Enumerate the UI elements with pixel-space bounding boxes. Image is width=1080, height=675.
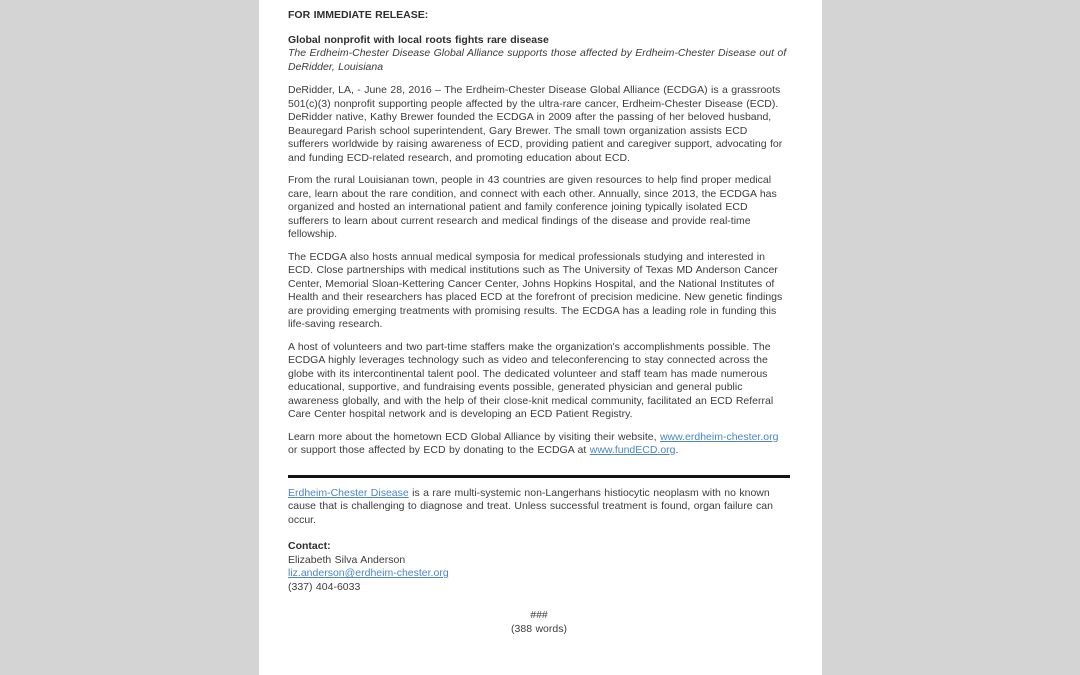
headline: Global nonprofit with local roots fights rare disease — [288, 33, 549, 46]
erdheim-chester-disease-link[interactable]: Erdheim-Chester Disease — [288, 486, 409, 499]
contact-name: Elizabeth Silva Anderson — [288, 553, 406, 566]
word-count: (388 words) — [511, 622, 567, 635]
end-mark: ### — [530, 609, 548, 621]
press-release-page — [259, 0, 822, 675]
paragraph-intro: DeRidder, LA, - June 28, 2016 – The Erdheim-Chester Disease Global Alliance (ECDGA) is a grassroots 501(c)(3) nonprofit supporting people affected by the ultra-rare cancer, Erdheim-Chester Disease (ECD). DeRidder native, Kathy Brewer founded the ECDGA in 2009 after the passing of her beloved husband, Beauregard Parish school superintendent, Gary Brewer. The small town organization assists ECD sufferers worldwide by raising awareness of ECD, providing patient and caregiver support, advocating for and funding ECD-related research, and promoting education about ECD. — [288, 84, 783, 164]
release-label: FOR IMMEDIATE RELEASE: — [288, 9, 429, 21]
learn-more-text-before: Learn more about the hometown ECD Global Alliance by visiting their website, — [288, 430, 660, 443]
paragraph-outreach: From the rural Louisianan town, people in 43 countries are given resources to help find proper medical care, learn about the rare condition, and connect with each other. Annually, since 2013, the ECDGA has organized and hosted an international patient and family conference joining typically isolated ECD sufferers to learn about current research and medical findings of the disease and provide real-time fellowship. — [288, 174, 777, 240]
headline-block — [288, 34, 790, 75]
erdheim-chester-website-link[interactable]: www.erdheim-chester.org — [659, 430, 779, 443]
boilerplate-note — [288, 487, 790, 528]
learn-more-text-after: . — [675, 444, 679, 456]
contact-block — [288, 540, 790, 594]
paragraph-symposia: The ECDGA also hosts annual medical symposia for medical professionals studying and interested in ECD. Close partnerships with medical institutions such as The University of Texas MD Anderson Cancer Center, Memorial Sloan-Kettering Cancer Center, Johns Hopkins Hospital, and the National Institutes of Health and their researchers has placed ECD at the forefront of precision medicine. New genetic findings are providing emerging treatments with promising results. The ECDGA has a leading role in funding this life-saving research. — [288, 250, 783, 330]
footer — [288, 609, 790, 636]
contact-phone: (337) 404-6033 — [288, 580, 361, 593]
paragraph-learn-more — [288, 431, 790, 458]
boilerplate-text: is a rare multi-systemic non-Langerhans histiocytic neoplasm with no known cause that is challenging to diagnose and treat. Unless successful treatment is found, organ failure can occur. — [288, 486, 773, 526]
fundecd-website-link[interactable]: www.fundECD.org — [589, 444, 676, 456]
divider-rule — [288, 475, 790, 478]
subheadline: The Erdheim-Chester Disease Global Alliance supports those affected by Erdheim-Chester Disease out of DeRidder, Louisiana — [288, 47, 787, 73]
contact-email-link[interactable]: liz.anderson@erdheim-chester.org — [288, 567, 449, 579]
paragraph-volunteers: A host of volunteers and two part-time staffers make the organization's accomplishments possible. The ECDGA highly leverages technology such as video and teleconferencing to stay connected across the globe with its intercontinental talent pool. The dedicated volunteer and staff team has made numerous educational, supportive, and fundraising events possible, generated physician and general public awareness globally, and with the help of their close-knit medical community, facilitated an ECD Referral Care Center hospital network and is developing an ECD Patient Registry. — [288, 340, 774, 420]
learn-more-text-middle: or support those affected by ECD by donating to the ECDGA at — [288, 444, 590, 456]
contact-label: Contact: — [288, 540, 331, 552]
